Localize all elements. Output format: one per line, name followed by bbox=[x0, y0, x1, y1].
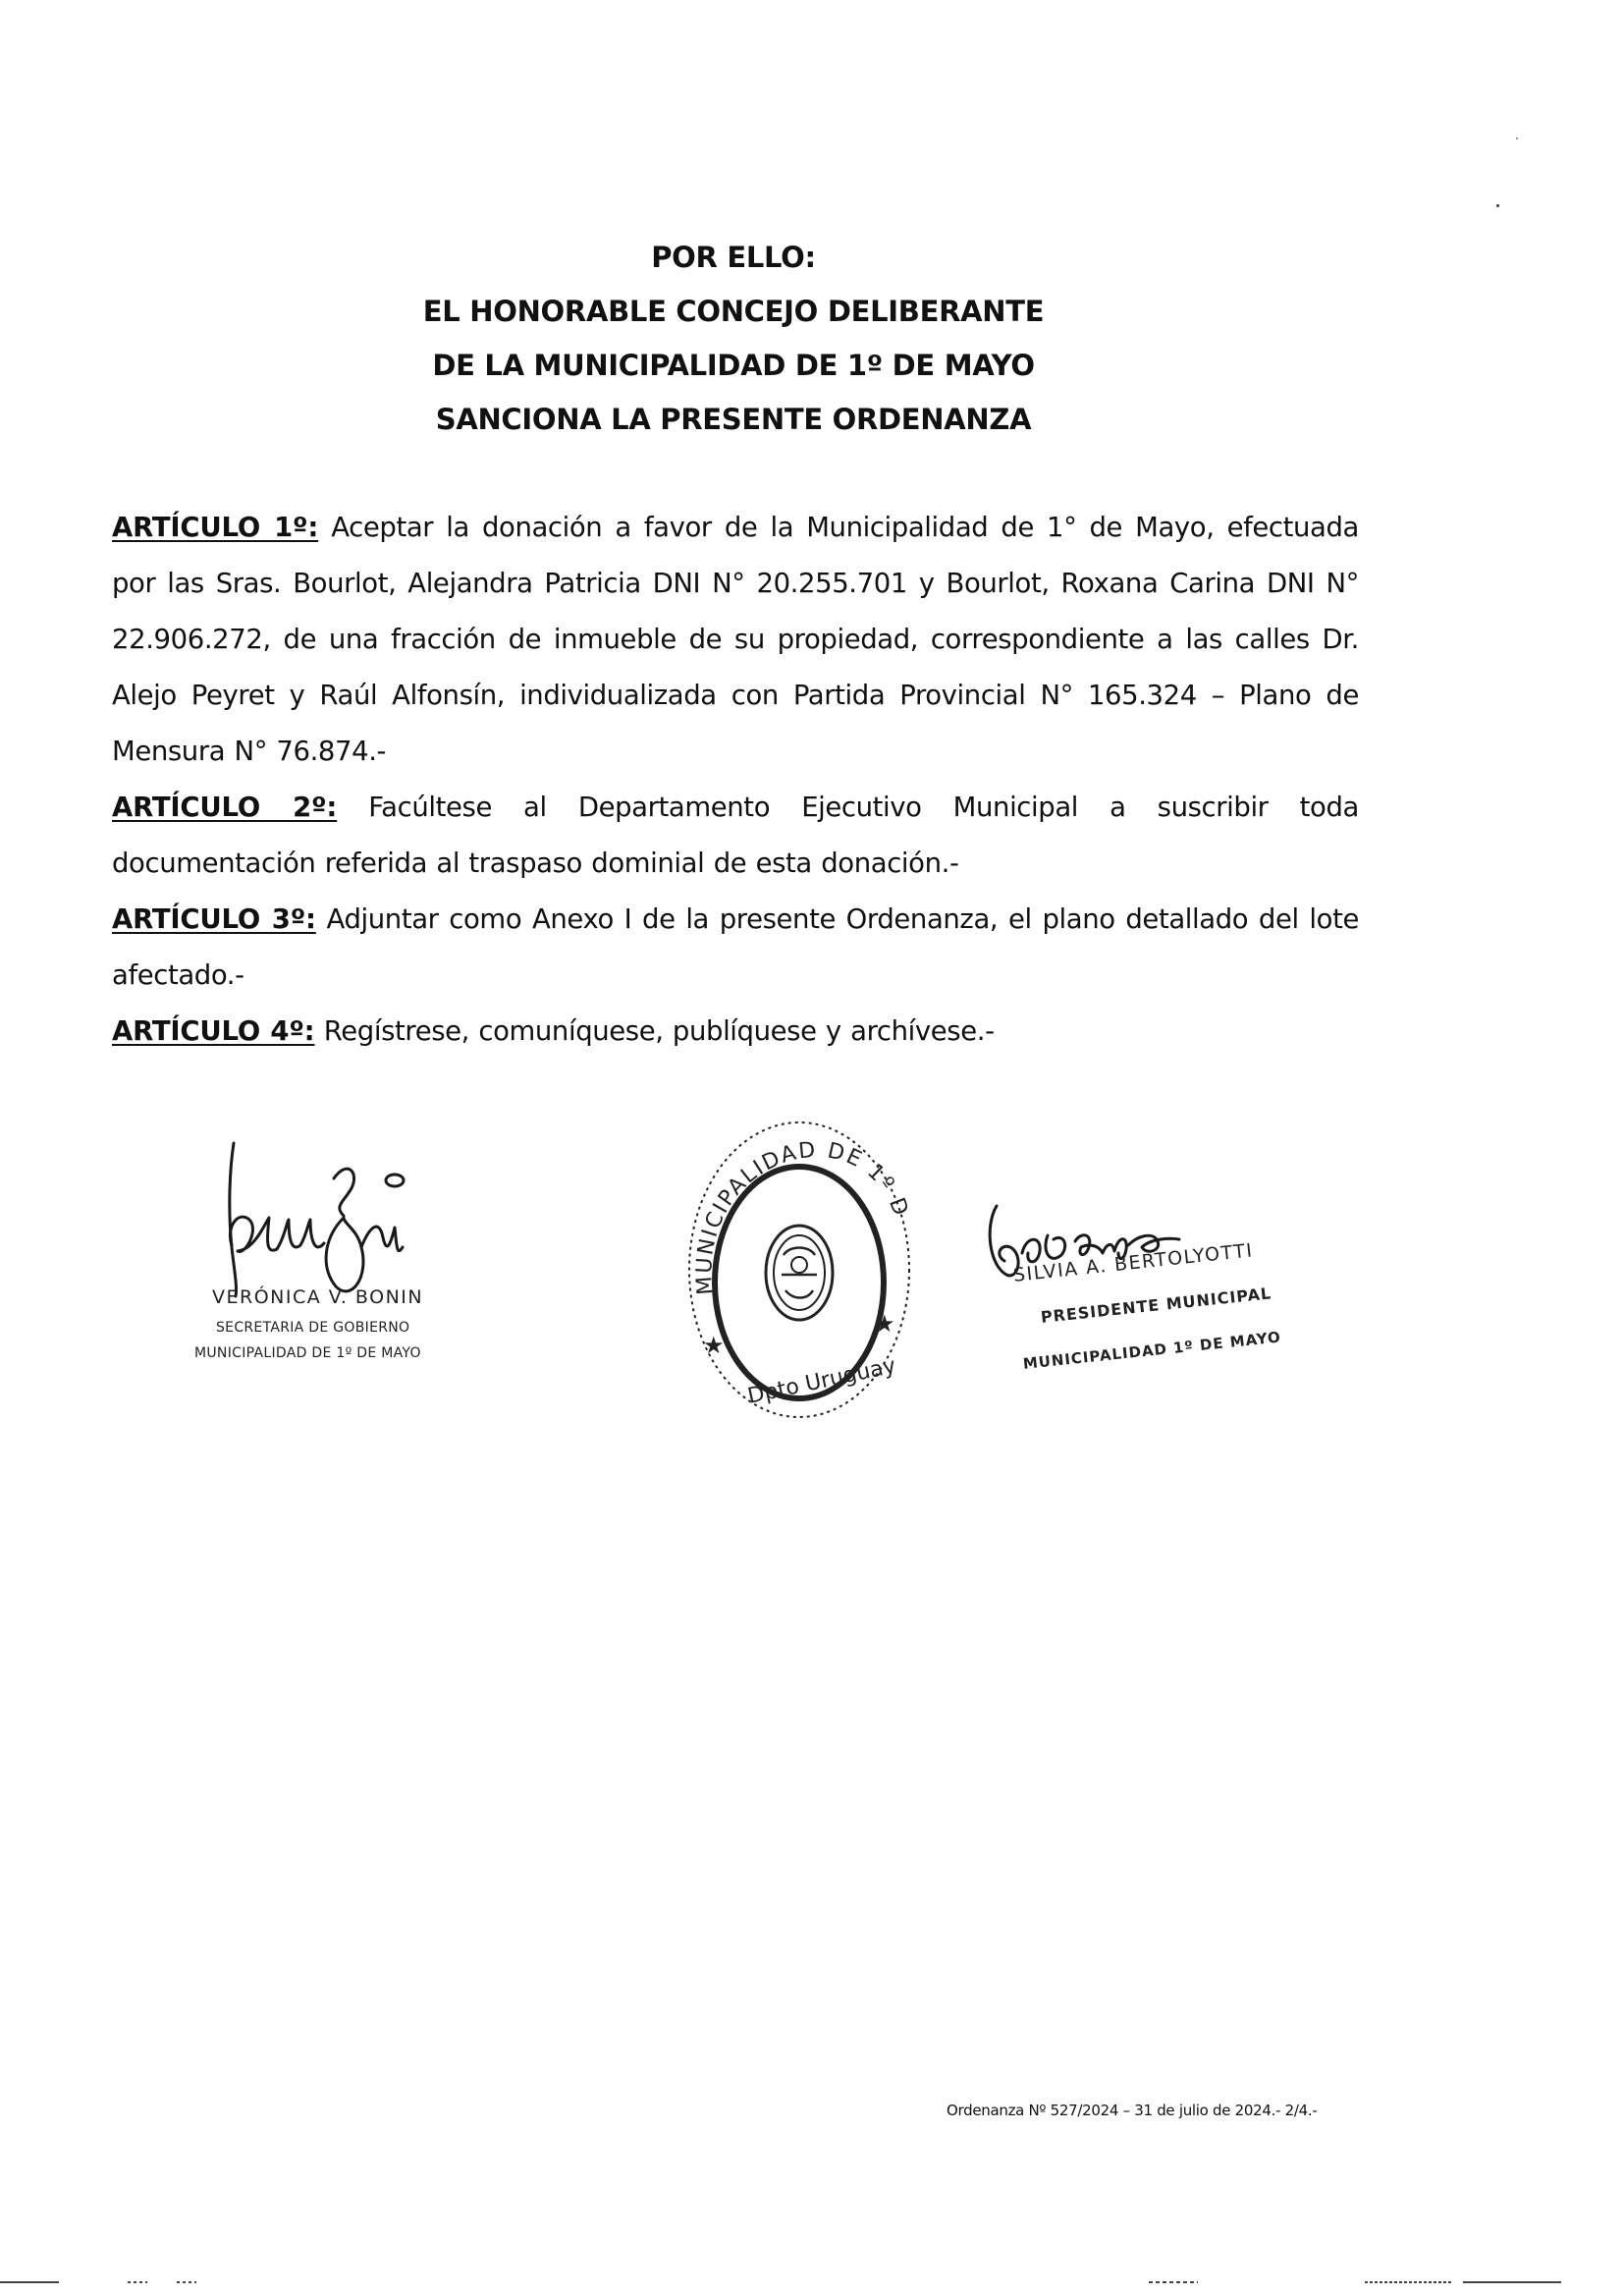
scan-bottom-edge bbox=[0, 2280, 1624, 2284]
footer-ordinance-ref: Ordenanza Nº 527/2024 – 31 de julio de 2024.- 2/4.- bbox=[947, 2102, 1318, 2119]
svg-text:★: ★ bbox=[703, 1332, 725, 1359]
scan-speck bbox=[1496, 204, 1499, 207]
signatory-right-role: PRESIDENTE MUNICIPAL bbox=[1040, 1284, 1272, 1327]
signature-left bbox=[187, 1129, 481, 1375]
svg-text:★: ★ bbox=[874, 1310, 895, 1338]
signatory-left-role: SECRETARIA DE GOBIERNO bbox=[216, 1320, 410, 1336]
signatory-left-org: MUNICIPALIDAD DE 1º DE MAYO bbox=[194, 1345, 421, 1361]
article-2 bbox=[112, 780, 1359, 892]
signature-right bbox=[967, 1196, 1321, 1393]
article-2-label: ARTÍCULO 2º: bbox=[112, 792, 338, 823]
seal-stamp bbox=[674, 1098, 919, 1422]
article-3-label: ARTÍCULO 3º: bbox=[112, 903, 316, 935]
signatory-left-name: VERÓNICA V. BONIN bbox=[212, 1286, 424, 1308]
article-3 bbox=[112, 892, 1359, 1004]
seal-ring-text: MUNICIPALIDAD DE 1º D bbox=[692, 1137, 914, 1296]
article-4 bbox=[112, 1004, 1359, 1060]
article-2-text: Facúltese al Departamento Ejecutivo Municipal a suscribir toda documentación referida al traspaso dominial de esta donación.- bbox=[112, 792, 1359, 879]
heading-concejo: EL HONORABLE CONCEJO DELIBERANTE bbox=[422, 295, 1045, 328]
heading-por-ello: POR ELLO: bbox=[651, 241, 816, 274]
signatory-right-name: SILVIA A. BERTOLYOTTI bbox=[1012, 1239, 1255, 1286]
scan-speck bbox=[1516, 137, 1518, 139]
article-4-text: Regístrese, comuníquese, publíquese y archívese.- bbox=[314, 1015, 995, 1047]
article-3-text: Adjuntar como Anexo I de la presente Ordenanza, el plano detallado del lote afectado.- bbox=[112, 903, 1359, 991]
svg-text:MUNICIPALIDAD DE 1º DE MAYO bbox=[674, 1098, 913, 1295]
heading-sanciona: SANCIONA LA PRESENTE ORDENANZA bbox=[435, 403, 1032, 436]
signature-left-scribble bbox=[187, 1129, 481, 1306]
article-4-label: ARTÍCULO 4º: bbox=[112, 1015, 315, 1047]
seal-bottom-text: Dpto Uruguay bbox=[745, 1353, 898, 1409]
municipal-seal bbox=[674, 1098, 919, 1422]
heading-municipalidad: DE LA MUNICIPALIDAD DE 1º DE MAYO bbox=[432, 349, 1035, 382]
signatory-right-org: MUNICIPALIDAD 1º DE MAYO bbox=[1022, 1328, 1282, 1373]
article-1-label: ARTÍCULO 1º: bbox=[112, 512, 319, 543]
article-1 bbox=[112, 500, 1359, 780]
article-1-text: Aceptar la donación a favor de la Municipalidad de 1° de Mayo, efectuada por las Sras. Bourlot, Alejandra Patricia DNI N° 20.255.701 y Bourlot, Roxana Carina DNI N° 22.906.272, de una fracción de inmueble de su propiedad, correspondiente a las calles Dr. Alejo Peyret y Raúl Alfonsín, individualizada con Partida Provincial N° 165.324 – Plano de Mensura N° 76.874.- bbox=[112, 512, 1359, 767]
